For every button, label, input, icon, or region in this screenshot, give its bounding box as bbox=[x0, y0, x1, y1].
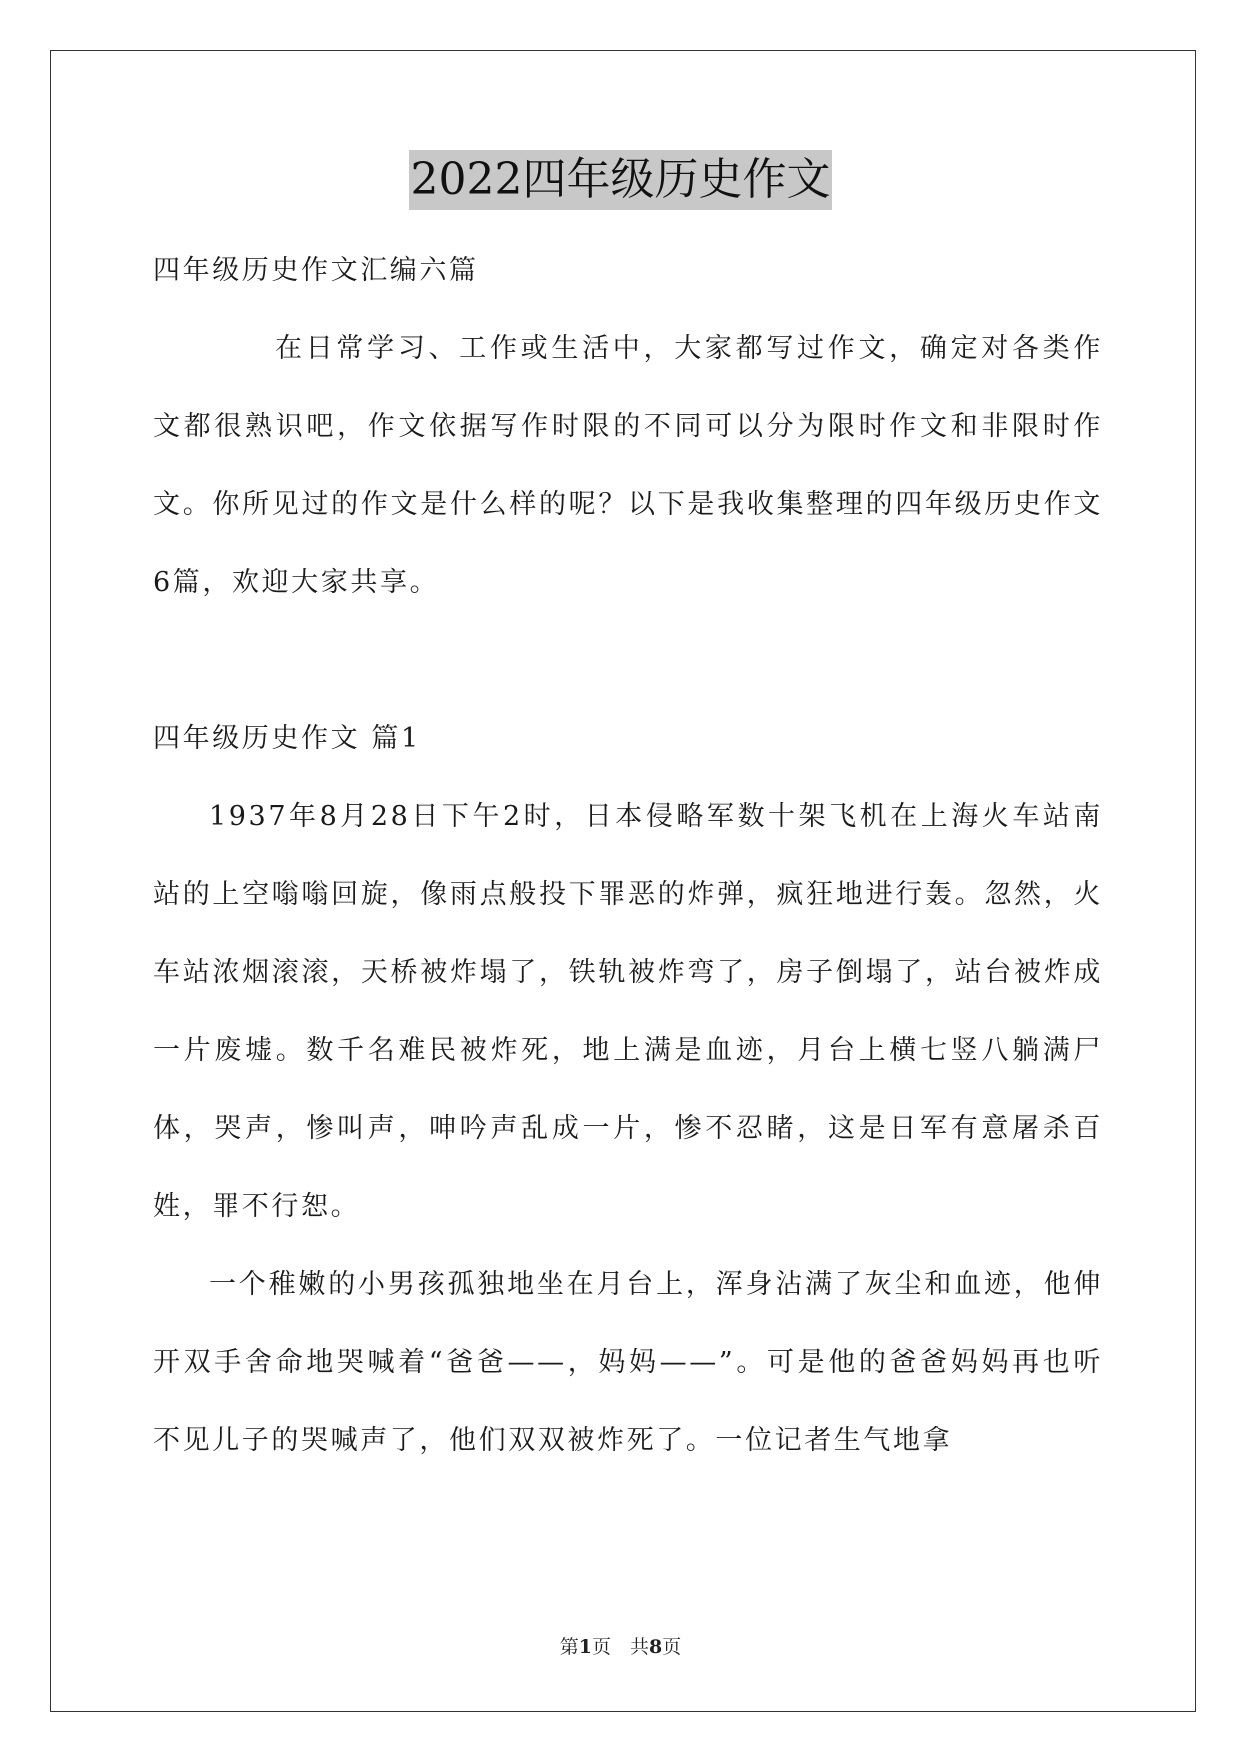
footer-suffix: 页 bbox=[662, 1636, 682, 1658]
document-subtitle: 四年级历史作文汇编六篇 bbox=[153, 255, 479, 286]
section-heading: 四年级历史作文 篇1 bbox=[153, 723, 421, 754]
document-title: 2022四年级历史作文 bbox=[409, 150, 833, 210]
body-paragraph-2: 一个稚嫩的小男孩孤独地坐在月台上，浑身沾满了灰尘和血迹，他伸开双手舍命地哭喊着“爸爸——，妈妈——”。可是他的爸爸妈妈再也听不见儿子的哭喊声了，他们双双被炸死了。一位记者生气地拿 bbox=[153, 1269, 1103, 1456]
intro-paragraph: 在日常学习、工作或生活中，大家都写过作文，确定对各类作文都很熟识吧，作文依据写作时限的不同可以分为限时作文和非限时作文。你所见过的作文是什么样的呢？以下是我收集整理的四年级历史作文6篇，欢迎大家共享。 bbox=[153, 333, 1103, 598]
footer-mid: 页 共 bbox=[591, 1636, 649, 1658]
page-footer bbox=[0, 1632, 1241, 1659]
title-container bbox=[0, 150, 1241, 210]
footer-page-number: 1 bbox=[578, 1636, 592, 1658]
document-body bbox=[153, 232, 1103, 1480]
body-paragraph-1: 1937年8月28日下午2时，日本侵略军数十架飞机在上海火车站南站的上空嗡嗡回旋，像雨点般投下罪恶的炸弹，疯狂地进行轰。忽然，火车站浓烟滚滚，天桥被炸塌了，铁轨被炸弯了，房子倒塌了，站台被炸成一片废墟。数千名难民被炸死，地上满是血迹，月台上横七竖八躺满尸体，哭声，惨叫声，呻吟声乱成一片，惨不忍睹，这是日军有意屠杀百姓，罪不行恕。 bbox=[153, 801, 1103, 1222]
footer-total-pages: 8 bbox=[649, 1636, 663, 1658]
footer-prefix: 第 bbox=[559, 1636, 579, 1658]
